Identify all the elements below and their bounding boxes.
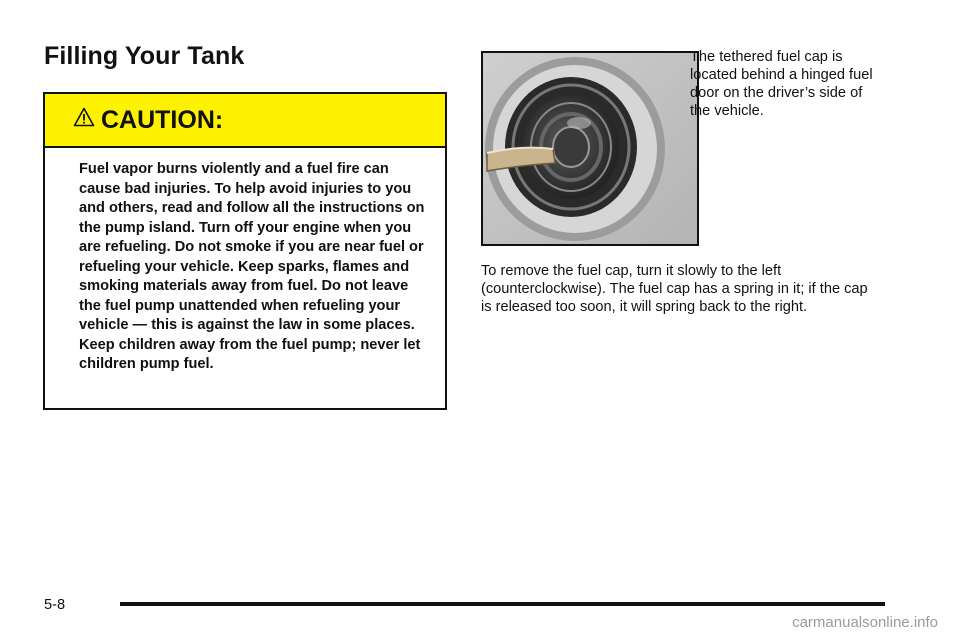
caution-text: Fuel vapor burns violently and a fuel fire can cause bad injuries. To help avoid injuries to you and others, read and follow all the instructions on the pump island. Turn off your engine when you are refueling. Do not smoke if you are near fuel or refueling your vehicle. Keep sparks, flames and smoking materials away from fuel. Do not leave the fuel pump unattended when refueling your vehicle — this is against the law in some places. Keep children away from the fuel pump; never let children pump fuel.: [79, 161, 425, 372]
page-number: 5-8: [44, 597, 66, 613]
warning-triangle-icon: [73, 107, 95, 127]
fuel-cap-illustration: [483, 53, 697, 244]
body-paragraph: To remove the fuel cap, turn it slowly to the left (counterclockwise). The fuel cap has a spring in it; if the cap is released too soon, it will spring back to the right.: [481, 263, 868, 315]
caution-header: [45, 94, 445, 148]
footer-rule: [120, 602, 885, 606]
caution-label: CAUTION:: [101, 105, 224, 134]
caution-box: [43, 92, 447, 410]
fuel-cap-photo: [481, 51, 699, 246]
watermark: carmanualsonline.info: [792, 614, 938, 631]
photo-caption: The tethered fuel cap is located behind a hinged fuel door on the driver’s side of the vehicle.: [690, 49, 873, 119]
page-title: Filling Your Tank: [44, 42, 245, 70]
